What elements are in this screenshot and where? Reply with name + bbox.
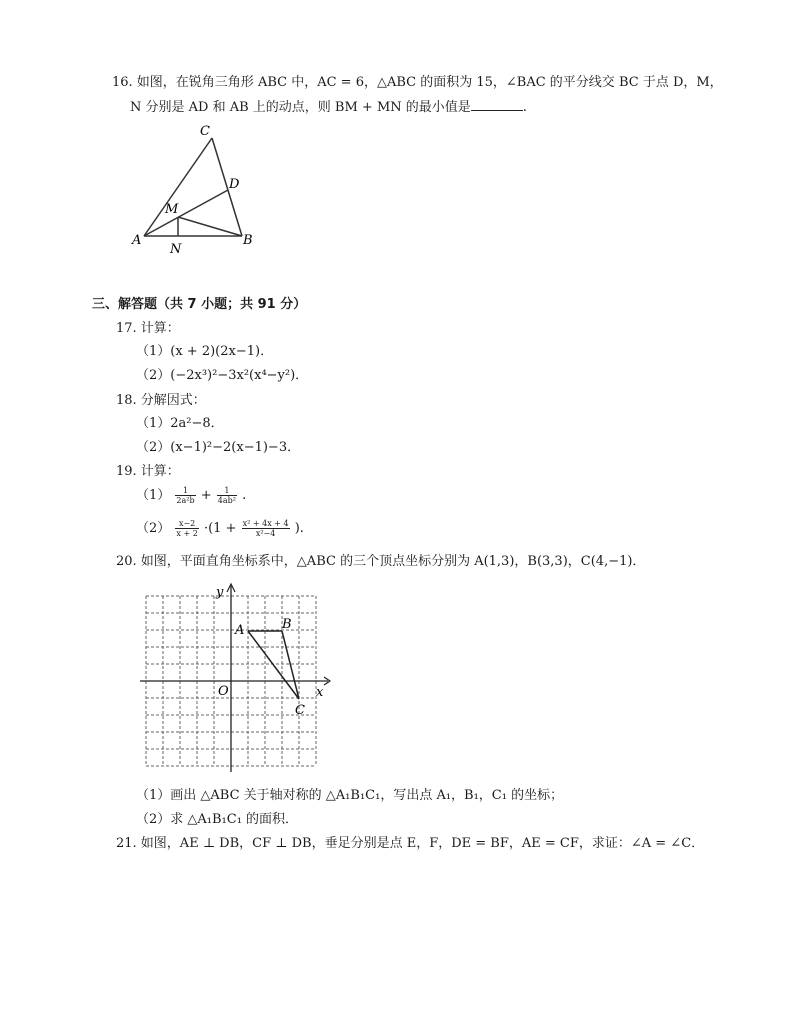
q19-title: 19. 计算： — [116, 464, 180, 479]
q19-p2-label: （2） — [136, 521, 171, 536]
fraction-4 — [242, 519, 290, 538]
triangle-figure — [128, 120, 268, 260]
plus-sign: + — [200, 488, 212, 503]
fraction-3-num: x−2 — [175, 519, 198, 529]
q21-title: 21. 如图，AE ⊥ DB，CF ⊥ DB，垂足分别是点 E，F，DE = BF，AE = CF，求证：∠A = ∠C． — [116, 836, 705, 851]
fraction-1-den: 2a²b — [176, 496, 195, 505]
fraction-4-den: x²−4 — [255, 529, 276, 538]
q17-part1: （1）(x + 2)(2x−1)． — [136, 344, 274, 359]
q19-p2-mid: ·(1 + — [203, 521, 237, 536]
label-d: D — [229, 177, 240, 192]
label-a: A — [132, 233, 142, 248]
q20-title: 20. 如图，平面直角坐标系中，△ABC 的三个顶点坐标分别为 A(1,3)，B(3,3)，C(4,−1)． — [116, 554, 646, 569]
label-a: A — [235, 623, 245, 638]
q20-part1: （1）画出 △ABC 关于轴对称的 △A₁B₁C₁，写出点 A₁，B₁，C₁ 的坐标； — [136, 788, 564, 803]
fraction-3 — [175, 519, 198, 538]
q20-part2: （2）求 △A₁B₁C₁ 的面积． — [136, 812, 299, 827]
answer-blank — [471, 98, 523, 111]
bisector-ad — [144, 190, 228, 236]
label-b: B — [282, 617, 292, 632]
fraction-2-den: 4ab² — [217, 496, 236, 505]
q18-part1: （1）2a²−8． — [136, 416, 224, 431]
q16-line2 — [130, 98, 527, 117]
label-n: N — [170, 242, 182, 257]
q19-p1-end: . — [242, 488, 247, 503]
triangle-side-ac — [248, 631, 299, 699]
label-m: M — [165, 202, 179, 217]
q17-title: 17. 计算： — [116, 321, 180, 336]
q17-part2: （2）(−2x³)²−3x²(x⁴−y²)． — [136, 368, 309, 383]
q16-line1: 16. 如图，在锐角三角形 ABC 中，AC = 6，△ABC 的面积为 15，∠BAC 的平分线交 BC 于点 D，M， — [112, 75, 723, 90]
section-title: 三、解答题（共 7 小题；共 91 分） — [92, 297, 307, 312]
fraction-1-num: 1 — [175, 486, 195, 496]
fraction-2 — [217, 486, 237, 505]
label-y: y — [216, 585, 224, 600]
fraction-2-num: 1 — [217, 486, 237, 496]
q19-part2 — [136, 519, 304, 538]
label-c: C — [295, 703, 305, 718]
fraction-3-den: x + 2 — [176, 529, 198, 538]
q19-p2-end: ). — [294, 521, 304, 536]
q19-p1-label: （1） — [136, 488, 171, 503]
q18-part2: （2）(x−1)²−2(x−1)−3． — [136, 440, 301, 455]
label-c: C — [200, 124, 210, 139]
segment-bm — [178, 217, 242, 236]
q19-part1 — [136, 486, 246, 505]
label-origin: O — [218, 684, 229, 699]
fraction-1 — [175, 486, 195, 505]
fraction-4-num: x² + 4x + 4 — [242, 519, 289, 528]
q18-title: 18. 分解因式： — [116, 393, 206, 408]
q16-line2-text: N 分别是 AD 和 AB 上的动点，则 BM + MN 的最小值是 — [130, 100, 471, 115]
label-x: x — [316, 685, 324, 700]
coordinate-grid-figure — [140, 582, 336, 778]
label-b: B — [243, 233, 253, 248]
q16-line2-end: . — [522, 100, 527, 115]
